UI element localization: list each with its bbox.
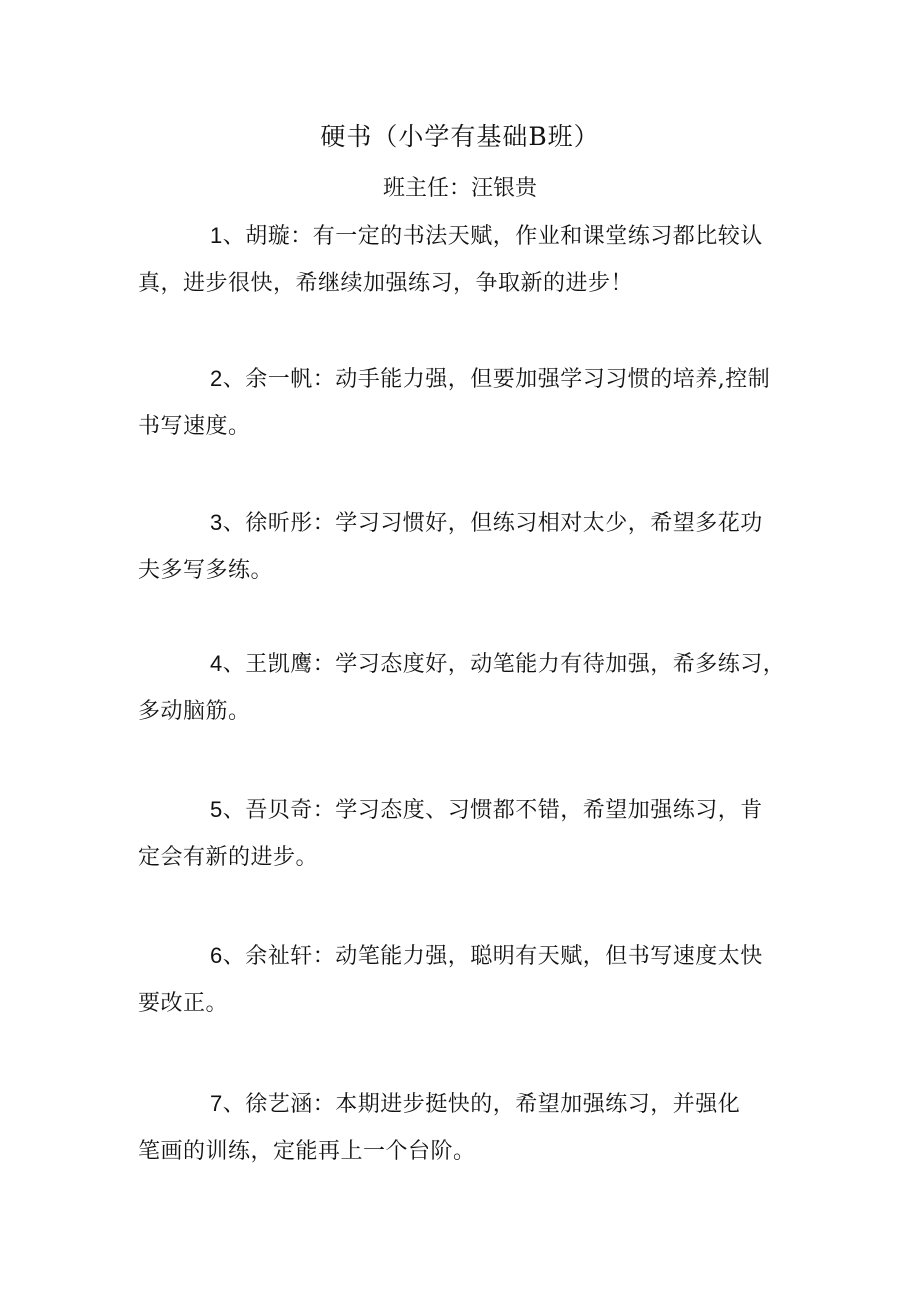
entry-continuation-line: 书写速度。 (138, 414, 251, 439)
comment-entry-5 (138, 786, 798, 881)
comment-entry-3 (138, 499, 798, 594)
entry-text: 王凯鹰：学习态度好，动笔能力有待加强，希多练习， (245, 652, 786, 677)
comment-entry-4 (138, 640, 798, 735)
entry-continuation-line: 真，进步很快，希继续加强练习，争取新的进步！ (138, 271, 634, 296)
entry-continuation-line: 多动脑筋。 (138, 699, 251, 724)
entry-text: 徐昕彤：学习习惯好，但练习相对太少，希望多花功 (245, 511, 763, 536)
entry-continuation-line: 夫多写多练。 (138, 558, 274, 583)
entry-continuation-line: 笔画的训练，定能再上一个台阶。 (138, 1139, 476, 1164)
comment-entry-7 (138, 1080, 798, 1175)
entry-number: 7、 (210, 1091, 246, 1116)
comment-entry-2 (138, 355, 798, 450)
entry-first-line (138, 499, 798, 547)
entry-number: 4、 (210, 651, 246, 676)
entry-text: 余祉轩：动笔能力强，聪明有天赋，但书写速度太快 (245, 944, 763, 969)
entry-continuation-line: 要改正。 (138, 991, 229, 1016)
entry-number: 1、 (210, 223, 246, 248)
entry-number: 5、 (210, 797, 246, 822)
entry-text: 胡璇：有一定的书法天赋，作业和课堂练习都比较认 (245, 224, 763, 249)
entry-first-line (138, 932, 798, 980)
comment-entry-1 (138, 212, 798, 307)
entry-continuation-line: 定会有新的进步。 (138, 845, 319, 870)
entry-first-line (138, 212, 798, 260)
entry-first-line (138, 1080, 798, 1128)
entry-text: 徐艺涵：本期进步挺快的，希望加强练习，并强化 (245, 1092, 741, 1117)
entry-first-line (138, 786, 798, 834)
entry-text: 吾贝奇：学习态度、习惯都不错，希望加强练习，肯 (245, 798, 763, 823)
entry-first-line (138, 640, 798, 688)
document-title: 硬书（小学有基础B班） (320, 122, 600, 151)
entry-number: 6、 (210, 943, 246, 968)
entry-number: 3、 (210, 510, 246, 535)
comment-entry-6 (138, 932, 798, 1027)
entry-text: 余一帆：动手能力强，但要加强学习习惯的培养,控制 (245, 367, 771, 392)
teacher-line: 班主任：汪银贵 (382, 176, 537, 201)
entry-first-line (138, 355, 798, 403)
entry-number: 2、 (210, 366, 246, 391)
